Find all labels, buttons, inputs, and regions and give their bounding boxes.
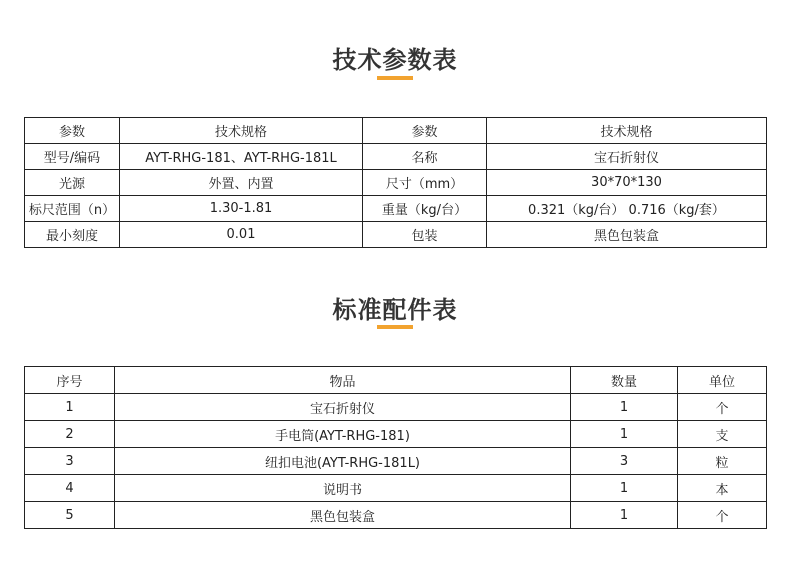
param-value-cell: AYT-RHG-181、AYT-RHG-181L: [120, 144, 363, 170]
item-cell: 说明书: [115, 475, 571, 502]
param-value-cell: 1.30-1.81: [120, 196, 363, 222]
quantity-cell: 1: [571, 421, 678, 448]
param-value-cell: 宝石折射仪: [487, 144, 767, 170]
param-name-cell: 尺寸（mm）: [363, 170, 487, 196]
tech-params-table: [24, 117, 767, 248]
accessories-table: [24, 366, 767, 529]
table-row: [25, 448, 767, 475]
header-cell: 参数: [363, 118, 487, 144]
table-row: [25, 421, 767, 448]
header-cell: 技术规格: [120, 118, 363, 144]
table-row: [25, 170, 767, 196]
tech-params-title: 技术参数表: [332, 46, 458, 74]
header-cell: 序号: [25, 367, 115, 394]
index-cell: 5: [25, 502, 115, 529]
table-row: [25, 502, 767, 529]
table-row: [25, 222, 767, 248]
table-header-row: [25, 118, 767, 144]
param-name-cell: 名称: [363, 144, 487, 170]
param-value-cell: 0.01: [120, 222, 363, 248]
param-value-cell: 黑色包装盒: [487, 222, 767, 248]
item-cell: 手电筒(AYT-RHG-181): [115, 421, 571, 448]
param-name-cell: 型号/编码: [25, 144, 120, 170]
table-row: [25, 475, 767, 502]
quantity-cell: 1: [571, 475, 678, 502]
accessories-title: 标准配件表: [332, 296, 458, 324]
index-cell: 3: [25, 448, 115, 475]
index-cell: 4: [25, 475, 115, 502]
header-cell: 数量: [571, 367, 678, 394]
quantity-cell: 1: [571, 502, 678, 529]
header-cell: 参数: [25, 118, 120, 144]
param-value-cell: 0.321（kg/台） 0.716（kg/套）: [487, 196, 767, 222]
unit-cell: 个: [678, 394, 767, 421]
param-value-cell: 30*70*130: [487, 170, 767, 196]
table-row: [25, 196, 767, 222]
quantity-cell: 1: [571, 394, 678, 421]
param-name-cell: 重量（kg/台）: [363, 196, 487, 222]
unit-cell: 个: [678, 502, 767, 529]
index-cell: 2: [25, 421, 115, 448]
item-cell: 纽扣电池(AYT-RHG-181L): [115, 448, 571, 475]
param-name-cell: 包装: [363, 222, 487, 248]
item-cell: 宝石折射仪: [115, 394, 571, 421]
unit-cell: 支: [678, 421, 767, 448]
unit-cell: 粒: [678, 448, 767, 475]
table-header-row: [25, 367, 767, 394]
param-name-cell: 光源: [25, 170, 120, 196]
quantity-cell: 3: [571, 448, 678, 475]
header-cell: 单位: [678, 367, 767, 394]
header-cell: 物品: [115, 367, 571, 394]
table-row: [25, 394, 767, 421]
param-value-cell: 外置、内置: [120, 170, 363, 196]
header-cell: 技术规格: [487, 118, 767, 144]
table-row: [25, 144, 767, 170]
index-cell: 1: [25, 394, 115, 421]
accessories-title-underline: [377, 325, 413, 329]
param-name-cell: 标尺范围（n）: [25, 196, 120, 222]
tech-title-underline: [377, 76, 413, 80]
unit-cell: 本: [678, 475, 767, 502]
param-name-cell: 最小刻度: [25, 222, 120, 248]
item-cell: 黑色包装盒: [115, 502, 571, 529]
